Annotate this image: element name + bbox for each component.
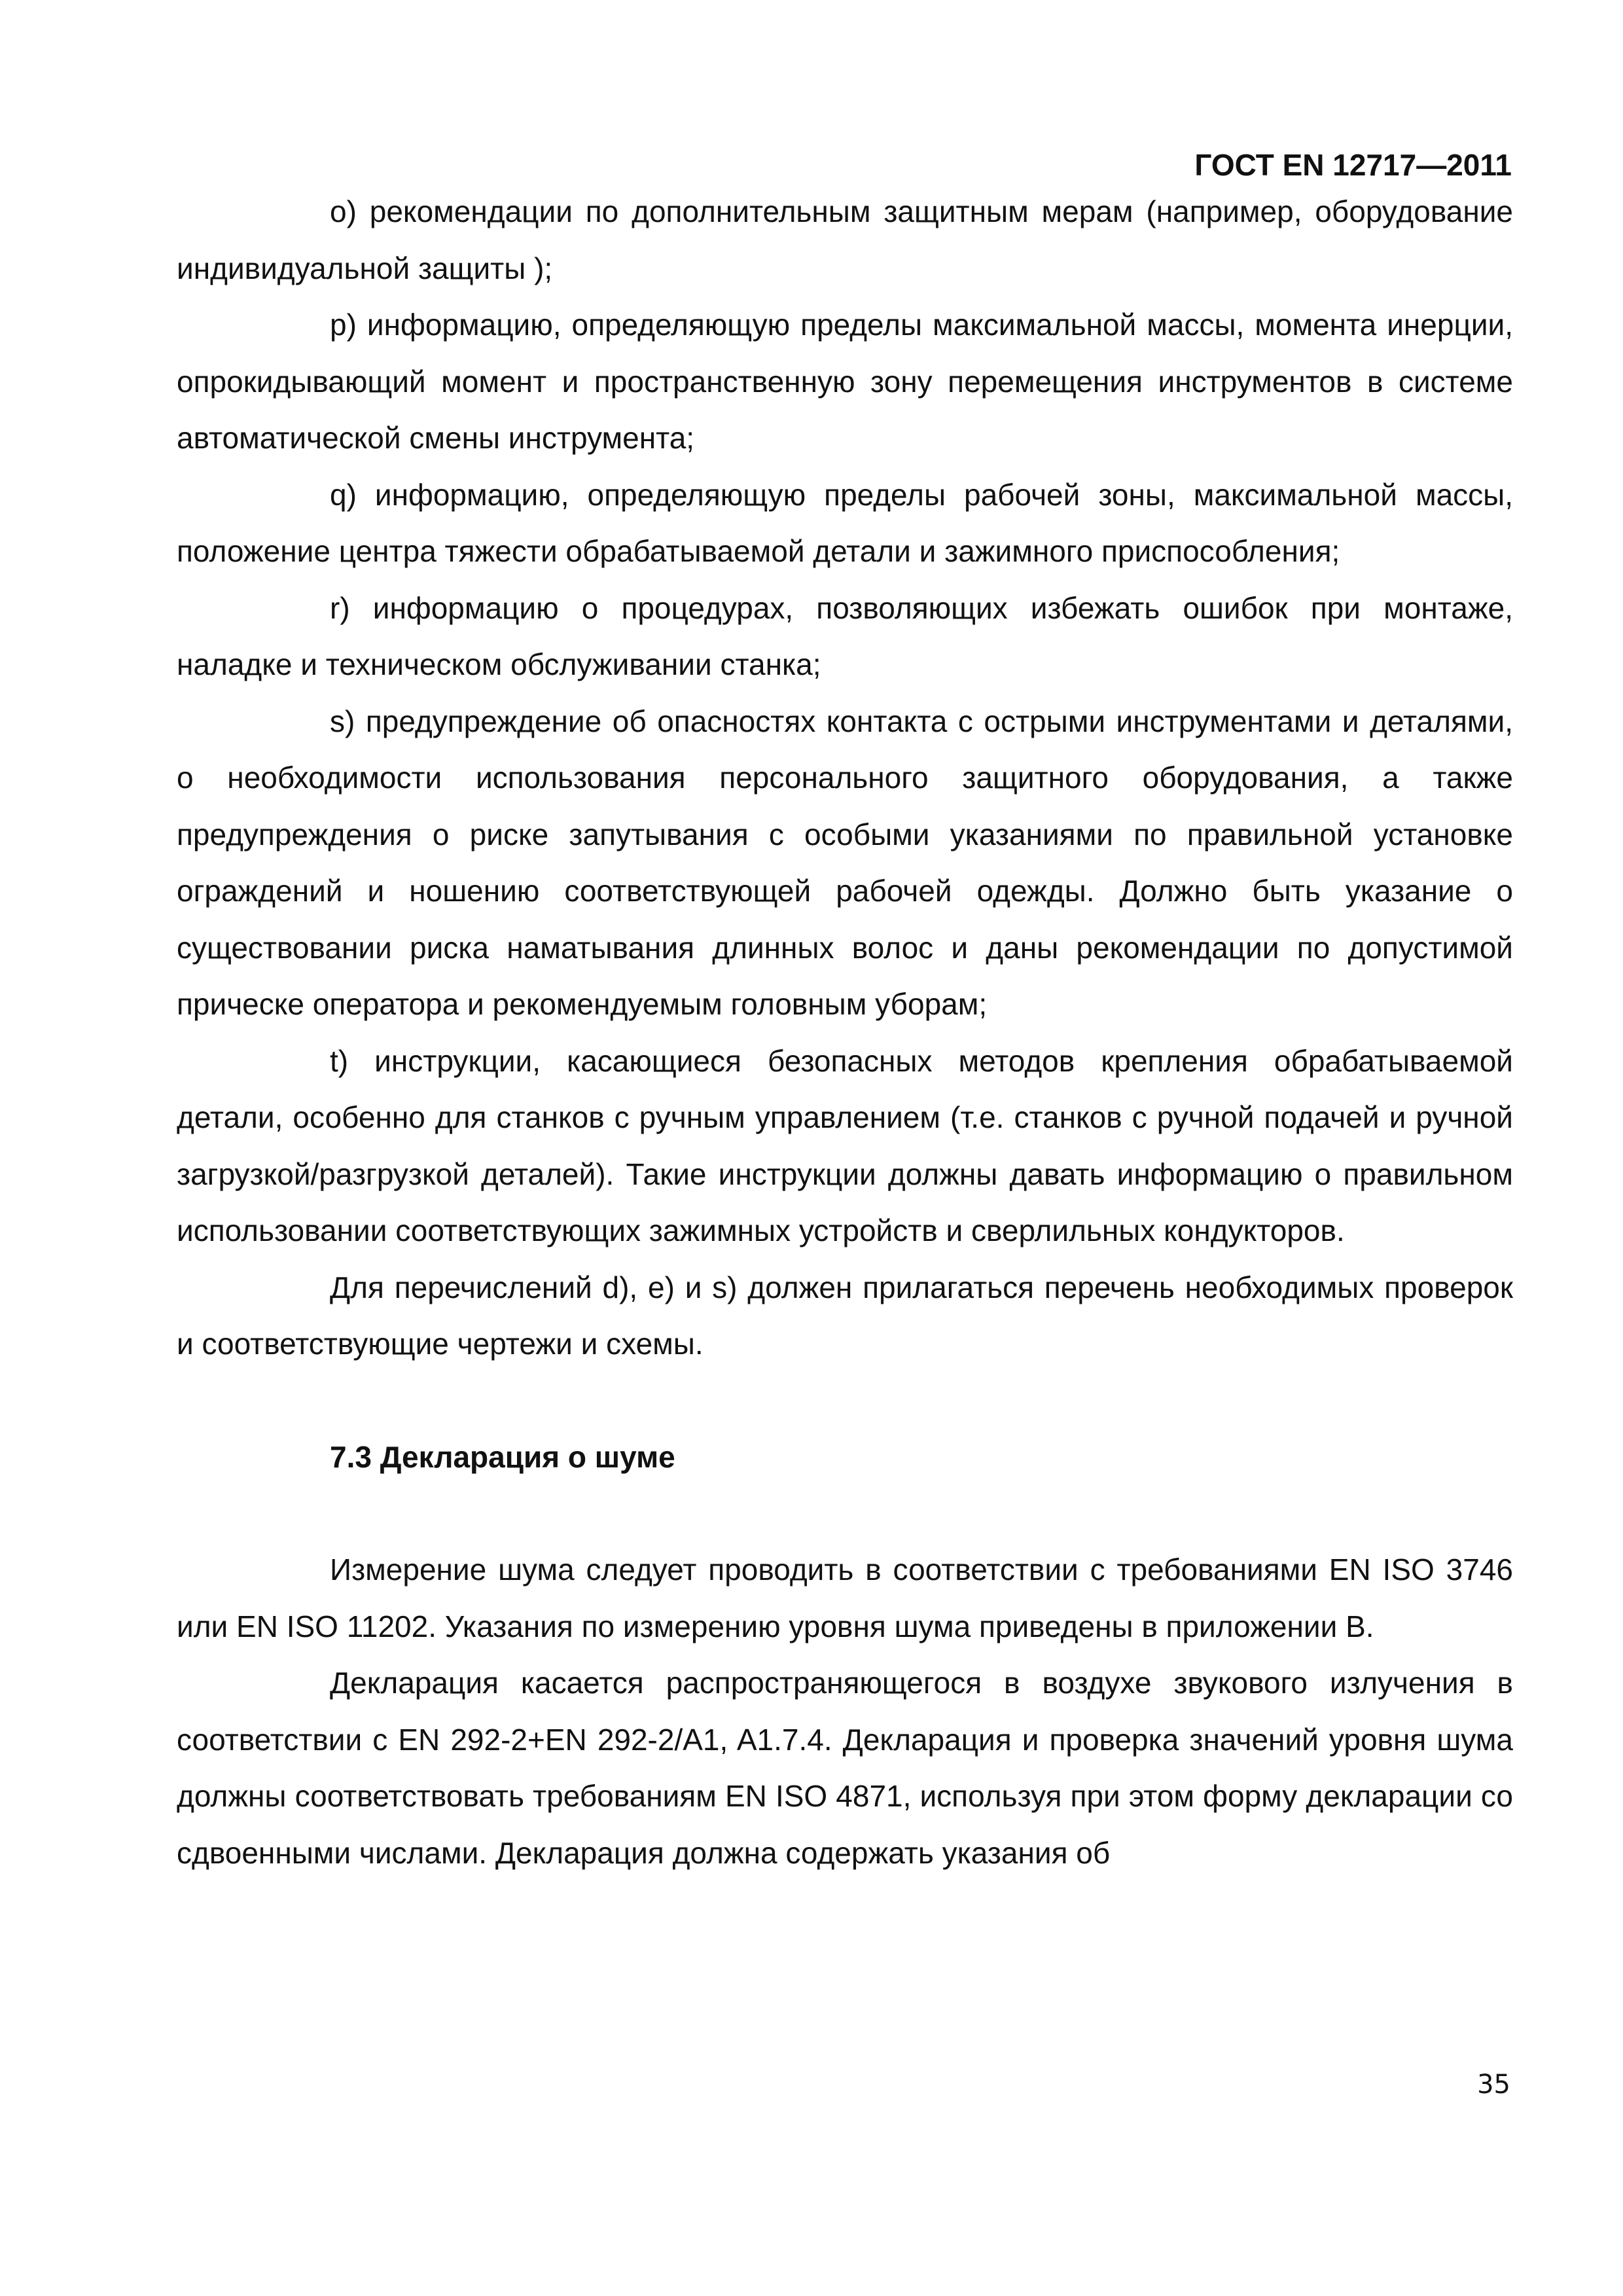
page-body	[177, 183, 1513, 1881]
list-item-p: р) информацию, определяющую пределы максимальной массы, момента инерции, опрокидывающий момент и пространственную зону перемещения инструментов в системе автоматической смены инструмента;	[177, 308, 1513, 455]
noise-measurement-paragraph: Измерение шума следует проводить в соответствии с требованиями EN ISO 3746 или EN ISO 11202. Указания по измерению уровня шума приведены в приложении B.	[177, 1552, 1513, 1643]
list-item-r: r) информацию о процедурах, позволяющих избежать ошибок при монтаже, наладке и техническом обслуживании станка;	[177, 590, 1513, 681]
list-item-t: t) инструкции, касающиеся безопасных методов крепления обрабатываемой детали, особенно для станков с ручным управлением (т.е. станков с ручной подачей и ручной загрузкой/разгрузкой деталей). Такие инструкции должны давать информацию о правильном использовании соответствующих зажимных устройств и сверлильных кондукторов.	[177, 1043, 1513, 1247]
list-item-q: q) информацию, определяющую пределы рабочей зоны, максимальной массы, положение центра тяжести обрабатываемой детали и зажимного приспособления;	[177, 477, 1513, 568]
standard-code-header: ГОСТ EN 12717—2011	[1194, 148, 1512, 182]
section-heading: 7.3 Декларация о шуме	[330, 1439, 675, 1474]
enumeration-note-paragraph: Для перечислений d), e) и s) должен прилагаться перечень необходимых проверок и соответствующие чертежи и схемы.	[177, 1270, 1513, 1361]
page-number: 35	[1477, 2070, 1510, 2100]
list-item-s: s) предупреждение об опасностях контакта с острыми инструментами и деталями, о необходимости использования персонального защитного оборудования, а также предупреждения о риске запутывания с особыми указаниями по правильной установке ограждений и ношению соответствующей рабочей одежды. Должно быть указание о существовании риска наматывания длинных волос и даны рекомендации по допустимой прическе оператора и рекомендуемым головным уборам;	[177, 704, 1513, 1021]
noise-declaration-paragraph: Декларация касается распространяющегося в воздухе звукового излучения в соответствии с EN 292-2+EN 292-2/A1, A1.7.4. Декларация и проверка значений уровня шума должны соответствовать требованиям EN ISO 4871, используя при этом форму декларации со сдвоенными числами. Декларация должна содержать указания об	[177, 1666, 1513, 1870]
list-item-o: о) рекомендации по дополнительным защитным мерам (например, оборудование индивидуальной защиты );	[177, 194, 1513, 285]
